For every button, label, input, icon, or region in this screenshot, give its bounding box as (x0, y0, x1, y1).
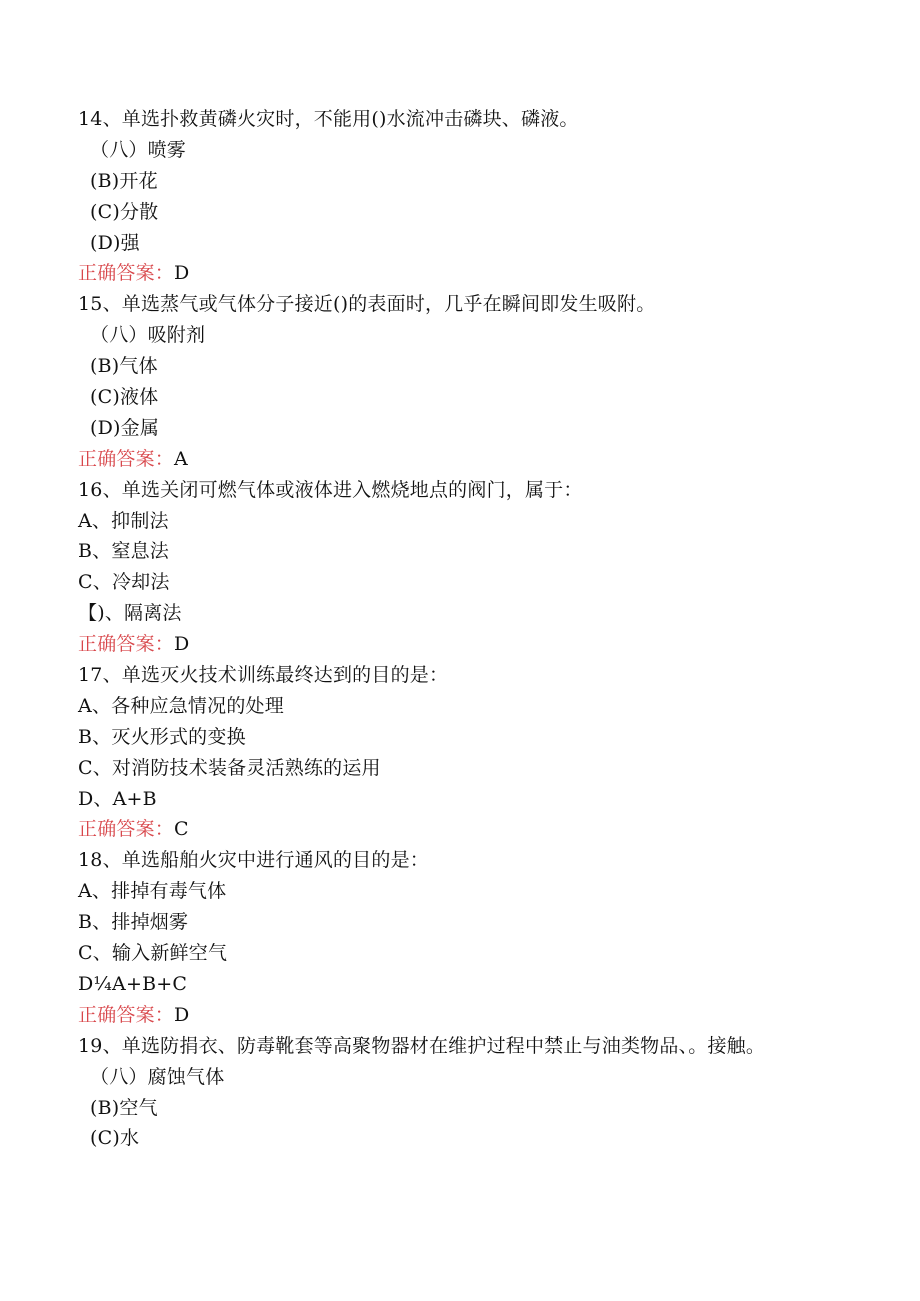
question-stem: 14、单选扑救黄磷火灾时，不能用()水流冲击磷块、磷液。 (78, 108, 579, 130)
option-a: （八）腐蚀气体 (90, 1065, 225, 1088)
answer-line (78, 444, 838, 475)
answer-line (78, 258, 838, 289)
option-c: (C)分散 (90, 200, 159, 223)
option-c: (C)水 (90, 1127, 140, 1150)
option-d: (D)强 (90, 231, 140, 254)
answer-label: 正确答案： (78, 1003, 175, 1026)
option-a: （八）喷雾 (90, 138, 187, 161)
answer-line (78, 1000, 838, 1031)
question-16 (78, 475, 838, 660)
answer-label: 正确答案： (78, 262, 175, 285)
option-d: D、A+B (78, 787, 157, 810)
option-b: (B)开花 (90, 169, 158, 192)
option-c: C、输入新鲜空气 (78, 942, 228, 965)
option-c: C、对消防技术装备灵活熟练的运用 (78, 756, 381, 779)
option-a: A、各种应急情况的处理 (78, 694, 284, 717)
question-list (78, 104, 838, 1154)
question-stem: 17、单选灭火技术训练最终达到的目的是： (78, 664, 449, 687)
answer-line (78, 814, 838, 845)
option-b: (B)空气 (90, 1096, 158, 1119)
option-a: （八）吸附剂 (90, 324, 206, 347)
question-14 (78, 104, 838, 289)
option-c: (C)液体 (90, 386, 159, 409)
answer-line (78, 629, 838, 660)
question-stem: 15、单选蒸气或气体分子接近()的表面时，几乎在瞬间即发生吸附。 (78, 293, 656, 316)
question-15 (78, 289, 838, 474)
answer-label: 正确答案： (78, 818, 175, 841)
option-c: C、冷却法 (78, 571, 170, 594)
question-18 (78, 845, 838, 1030)
question-17 (78, 660, 838, 845)
question-19 (78, 1031, 838, 1155)
question-stem: 16、单选关闭可燃气体或液体进入燃烧地点的阀门，属于： (78, 478, 583, 501)
answer-label: 正确答案： (78, 633, 175, 656)
question-stem: 18、单选船舶火灾中进行通风的目的是： (78, 849, 429, 872)
answer-value: D (174, 633, 190, 656)
option-d: D¼A+B+C (78, 972, 188, 995)
option-b: B、窒息法 (78, 540, 169, 563)
option-d: 【)、隔离法 (78, 602, 182, 625)
answer-value: C (174, 818, 189, 841)
option-d: (D)金属 (90, 416, 160, 439)
question-stem: 19、单选防捐衣、防毒靴套等高聚物器材在维护过程中禁止与油类物品、。接触。 (78, 1034, 766, 1057)
option-b: B、排掉烟雾 (78, 911, 189, 934)
answer-value: D (174, 1003, 190, 1026)
option-a: A、排掉有毒气体 (78, 880, 227, 903)
answer-value: A (174, 447, 188, 470)
option-b: B、灭火形式的变换 (78, 725, 246, 748)
answer-label: 正确答案： (78, 447, 175, 470)
option-a: A、抑制法 (78, 509, 169, 532)
option-b: (B)气体 (90, 355, 158, 378)
answer-value: D (174, 262, 190, 285)
